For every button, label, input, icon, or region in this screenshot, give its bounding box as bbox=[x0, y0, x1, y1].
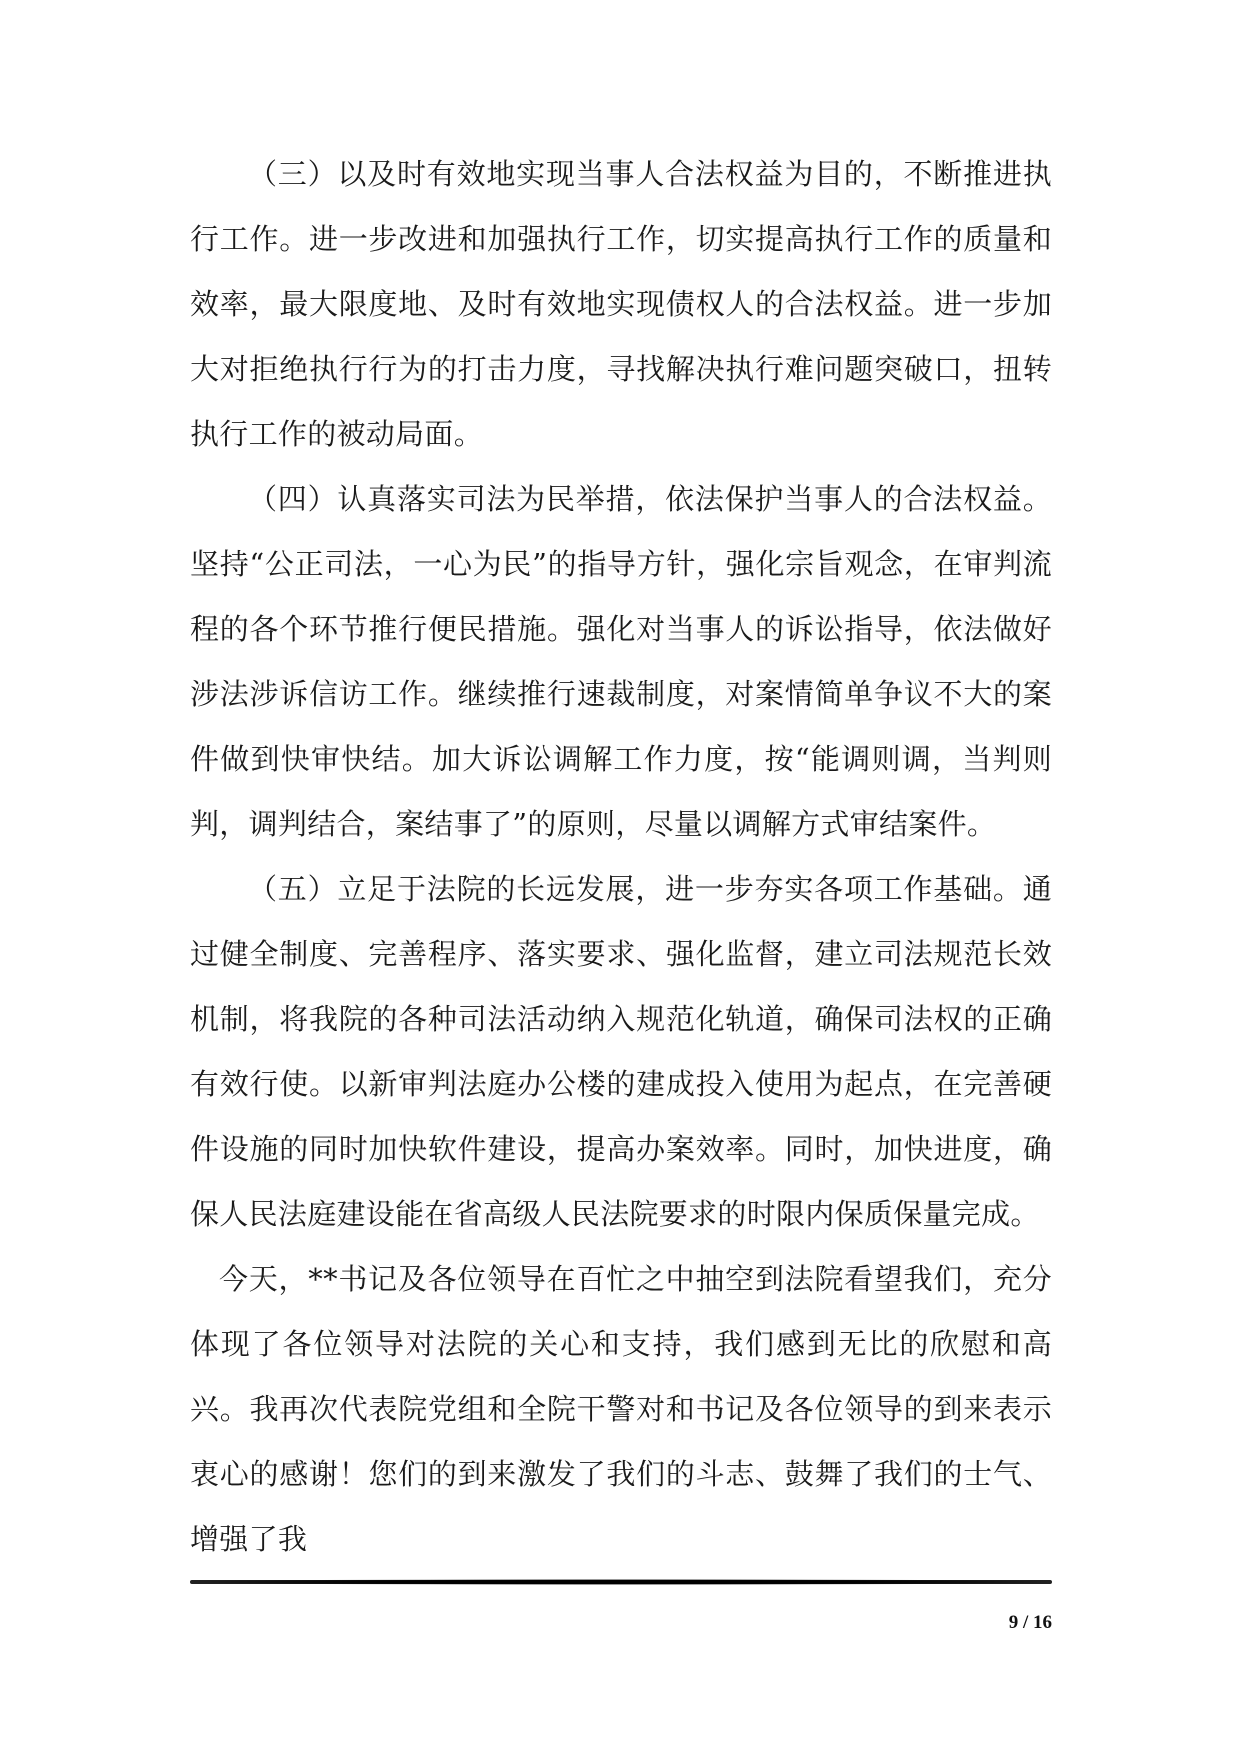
paragraph-closing: 今天，**书记及各位领导在百忙之中抽空到法院看望我们，充分体现了各位领导对法院的关心和支持，我们感到无比的欣慰和高兴。我再次代表院党组和全院干警对和书记及各位领导的到来表示衷心的感谢！您们的到来激发了我们的斗志、鼓舞了我们的士气、增强了我 bbox=[190, 1262, 1052, 1556]
paragraph-item-3: （三）以及时有效地实现当事人合法权益为目的，不断推进执行工作。进一步改进和加强执行工作，切实提高执行工作的质量和效率，最大限度地、及时有效地实现债权人的合法权益。进一步加大对拒绝执行行为的打击力度，寻找解决执行难问题突破口，扭转执行工作的被动局面。 bbox=[190, 157, 1052, 451]
paragraph-item-5: （五）立足于法院的长远发展，进一步夯实各项工作基础。通过健全制度、完善程序、落实要求、强化监督，建立司法规范长效机制，将我院的各种司法活动纳入规范化轨道，确保司法权的正确有效行使。以新审判法庭办公楼的建成投入使用为起点，在完善硬件设施的同时加快软件建设，提高办案效率。同时，加快进度，确保人民法庭建设能在省高级人民法院要求的时限内保质保量完成。 bbox=[190, 872, 1052, 1231]
footer-divider bbox=[190, 1580, 1052, 1584]
page-body bbox=[190, 142, 1052, 1572]
page-number: 9 / 16 bbox=[1008, 1612, 1052, 1633]
paragraph-item-4: （四）认真落实司法为民举措，依法保护当事人的合法权益。坚持“公正司法，一心为民”的指导方针，强化宗旨观念，在审判流程的各个环节推行便民措施。强化对当事人的诉讼指导，依法做好涉法涉诉信访工作。继续推行速裁制度，对案情简单争议不大的案件做到快审快结。加大诉讼调解工作力度，按“能调则调，当判则判，调判结合，案结事了”的原则，尽量以调解方式审结案件。 bbox=[190, 482, 1052, 841]
